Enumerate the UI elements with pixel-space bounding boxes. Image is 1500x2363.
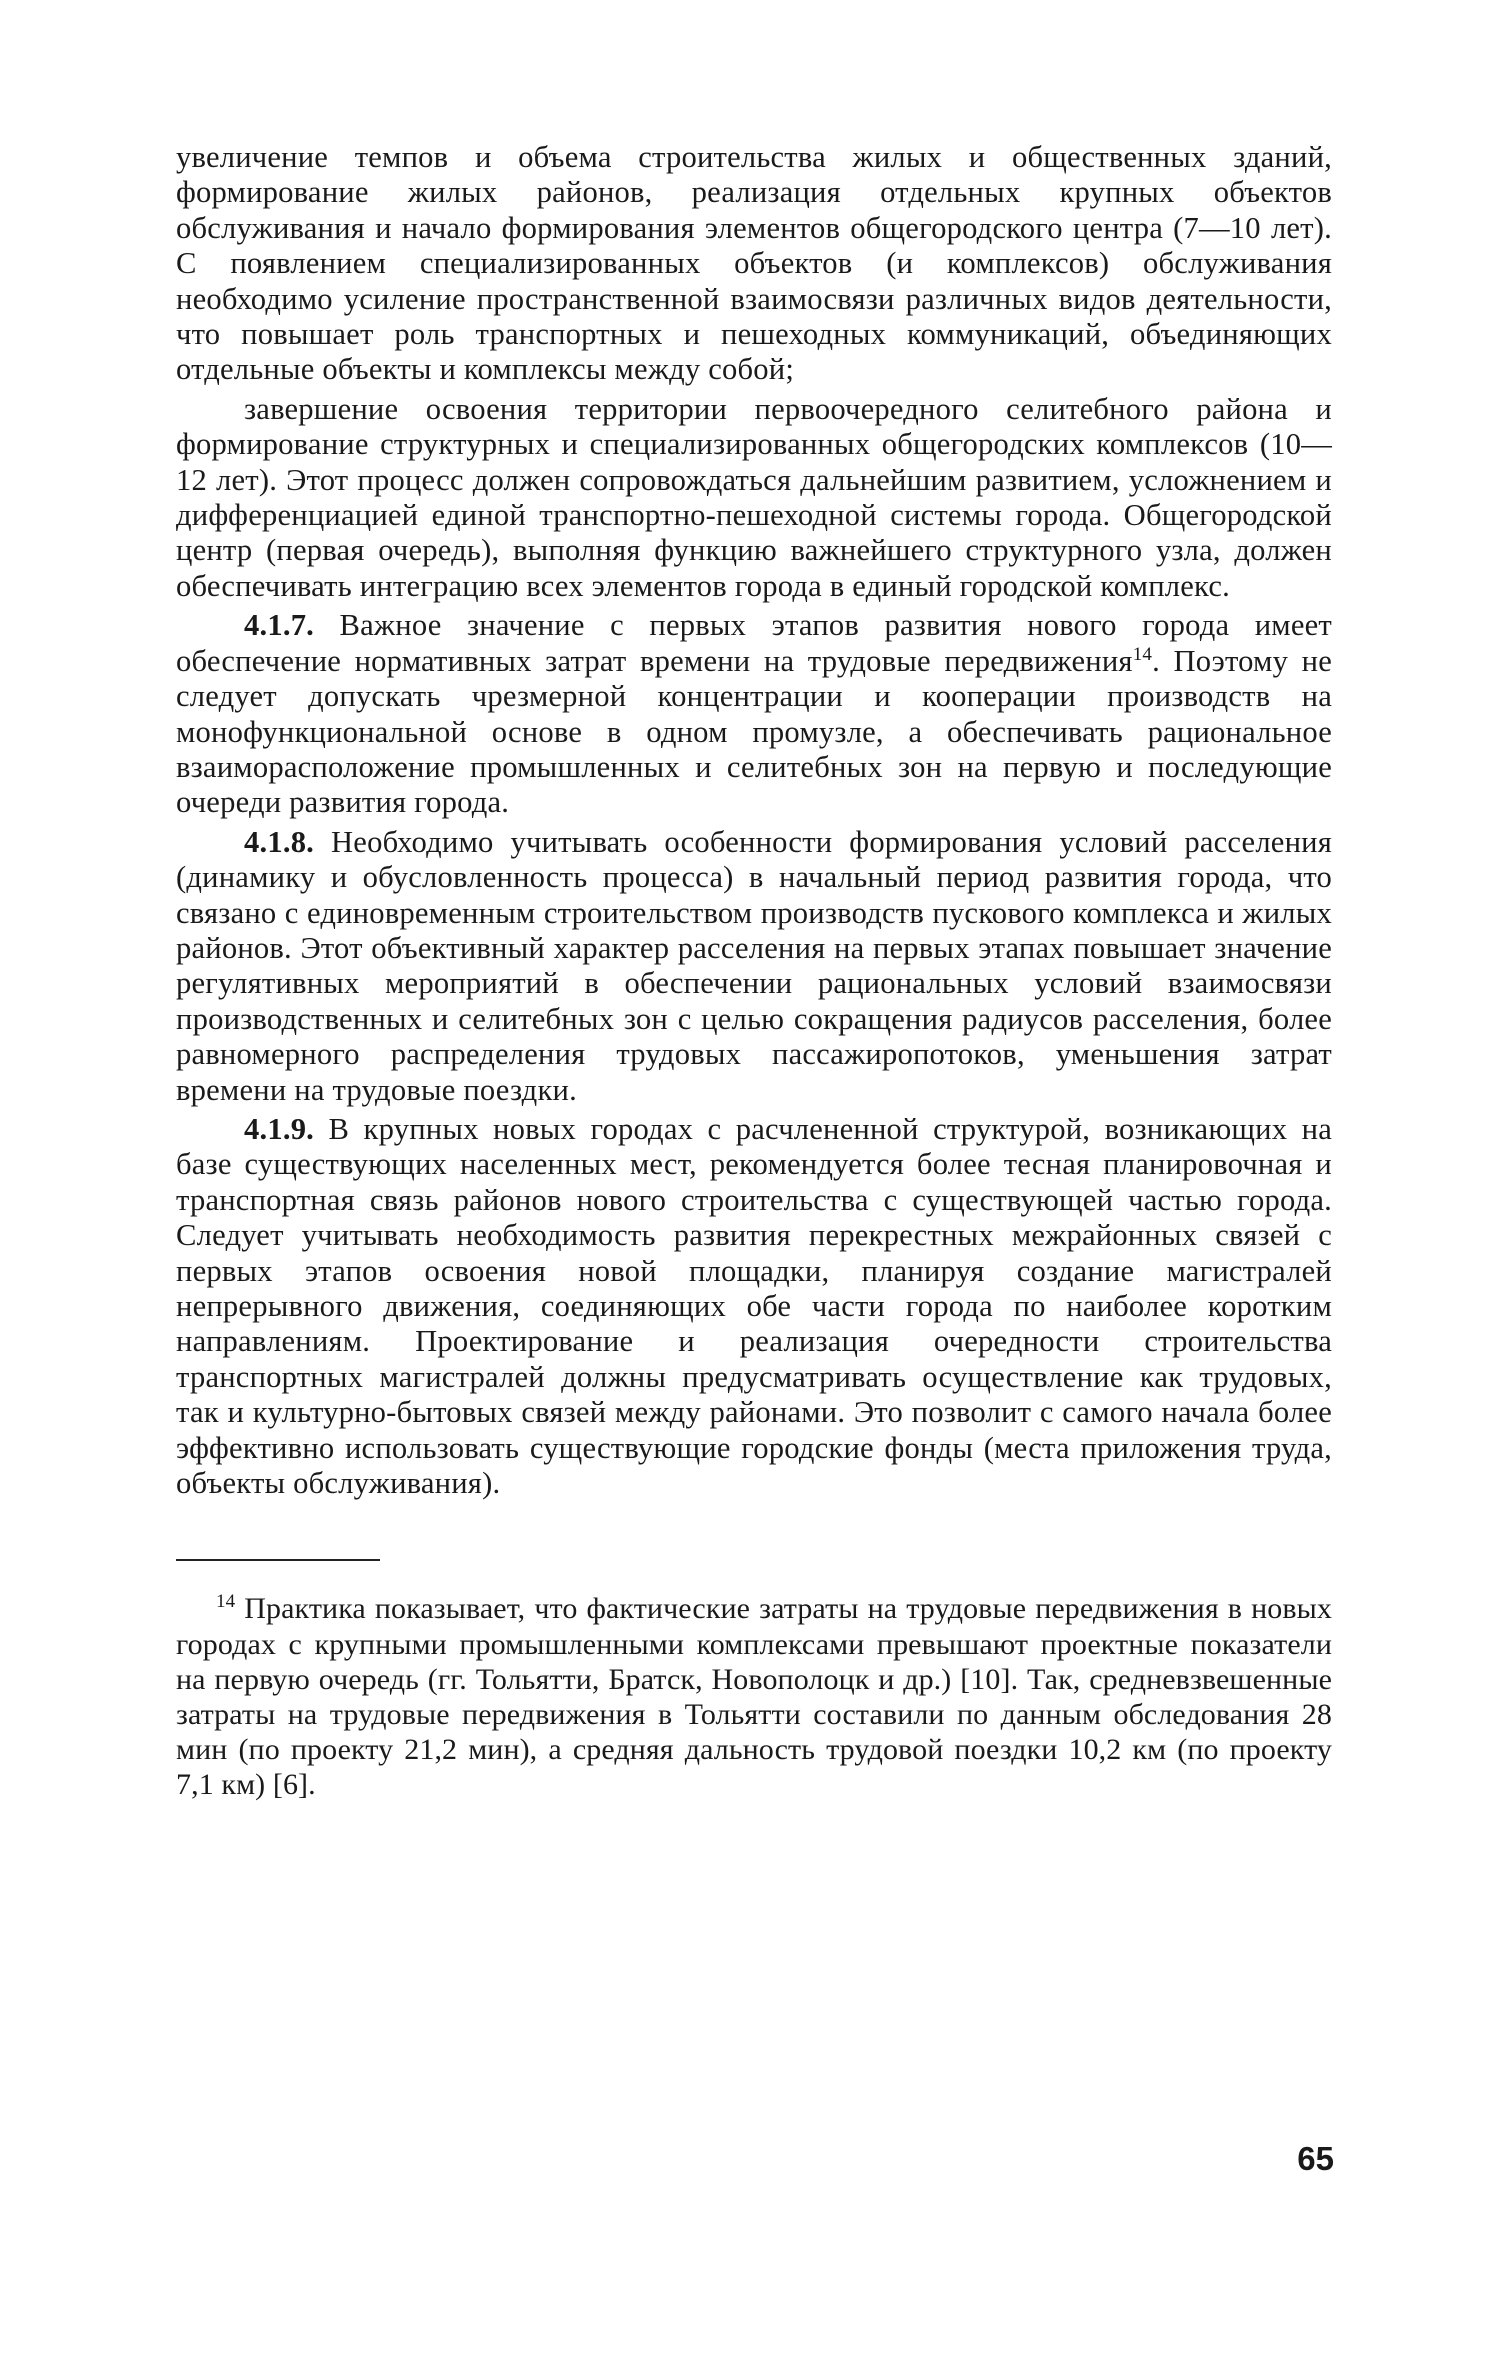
section-number: 4.1.8.	[244, 824, 315, 859]
paragraph-text: завершение освоения территории первоочередного селитебного района и формирование структурных и специализированных общегородских комплексов (10—12 лет). Этот процесс должен сопровождаться дальнейшим развитием, усложнением и дифференциацией единой транспортно-пешеходной системы города. Общегородской центр (первая очередь), выполняя функцию важнейшего структурного узла, должен обеспечивать интеграцию всех элементов города в единый городской комплекс.	[176, 391, 1332, 603]
section-4-1-9	[176, 1112, 1332, 1501]
paragraph-text: В крупных новых городах с расчлененной структурой, возникающих на базе существующих населенных мест, рекомендуется более тесная планировочная и транспортная связь районов нового строительства с существующей частью города. Следует учитывать необходимость развития перекрестных межрайонных связей с первых этапов освоения новой площадки, планируя создание магистралей непрерывного движения, соединяющих обе части города по наиболее коротким направлениям. Проектирование и реализация очередности строительства транспортных магистралей должны предусматривать осуществление как трудовых, так и культурно-бытовых связей между районами. Это позволит с самого начала более эффективно использовать существующие городские фонды (места приложения труда, объекты обслуживания).	[176, 1111, 1332, 1501]
section-4-1-8	[176, 825, 1332, 1108]
footnote-reference[interactable]: 14	[1132, 643, 1153, 665]
paragraph-text: Необходимо учитывать особенности формирования условий расселения (динамику и обусловленность процесса) в начальный период развития города, что связано с единовременным строительством производств пускового комплекса и жилых районов. Этот объективный характер расселения на первых этапах повышает значение регулятивных мероприятий в обеспечении рациональных условий взаимосвязи производственных и селитебных зон с целью сокращения радиусов расселения, более равномерного распределения трудовых пассажиропотоков, уменьшения затрат времени на трудовые поездки.	[176, 824, 1332, 1107]
page-body	[176, 140, 1332, 1803]
page-number: 65	[1297, 2140, 1334, 2177]
paragraph-completion	[176, 392, 1332, 604]
paragraph-continuation	[176, 140, 1332, 388]
footnote-text: Практика показывает, что фактические затраты на трудовые передвижения в новых городах с крупными промышленными комплексами превышают проектные показатели на первую очередь (гг. Тольятти, Братск, Новополоцк и др.) [10]. Так, средневзвешенные затраты на трудовые передвижения в Тольятти составили по данным обследования 28 мин (по проекту 21,2 мин), а средняя дальность трудовой поездки 10,2 км (по проекту 7,1 км) [6].	[176, 1592, 1332, 1802]
footnote-marker: 14	[216, 1591, 236, 1613]
paragraph-text: увеличение темпов и объема строительства жилых и общественных зданий, формирование жилых районов, реализация отдельных крупных объектов обслуживания и начало формирования элементов общегородского центра (7—10 лет). С появлением специализированных объектов (и комплексов) обслуживания необходимо усиление пространственной взаимосвязи различных видов деятельности, что повышает роль транспортных и пешеходных коммуникаций, объединяющих отдельные объекты и комплексы между собой;	[176, 140, 1332, 387]
footnote-divider	[176, 1559, 380, 1561]
paragraph-text: Важное значение с первых этапов развития нового города имеет обеспечение нормативных затрат времени на трудовые передвижения	[176, 608, 1332, 678]
section-number: 4.1.9.	[244, 1111, 315, 1146]
paragraph-text: . Поэтому не следует допускать чрезмерной концентрации и кооперации производств на монофункциональной основе в одном промузле, а обеспечивать рациональное взаиморасположение промышленных и селитебных зон на первую и последующие очереди развития города.	[176, 643, 1332, 820]
section-4-1-7	[176, 608, 1332, 820]
section-number: 4.1.7.	[244, 608, 315, 643]
footnote	[176, 1591, 1332, 1802]
